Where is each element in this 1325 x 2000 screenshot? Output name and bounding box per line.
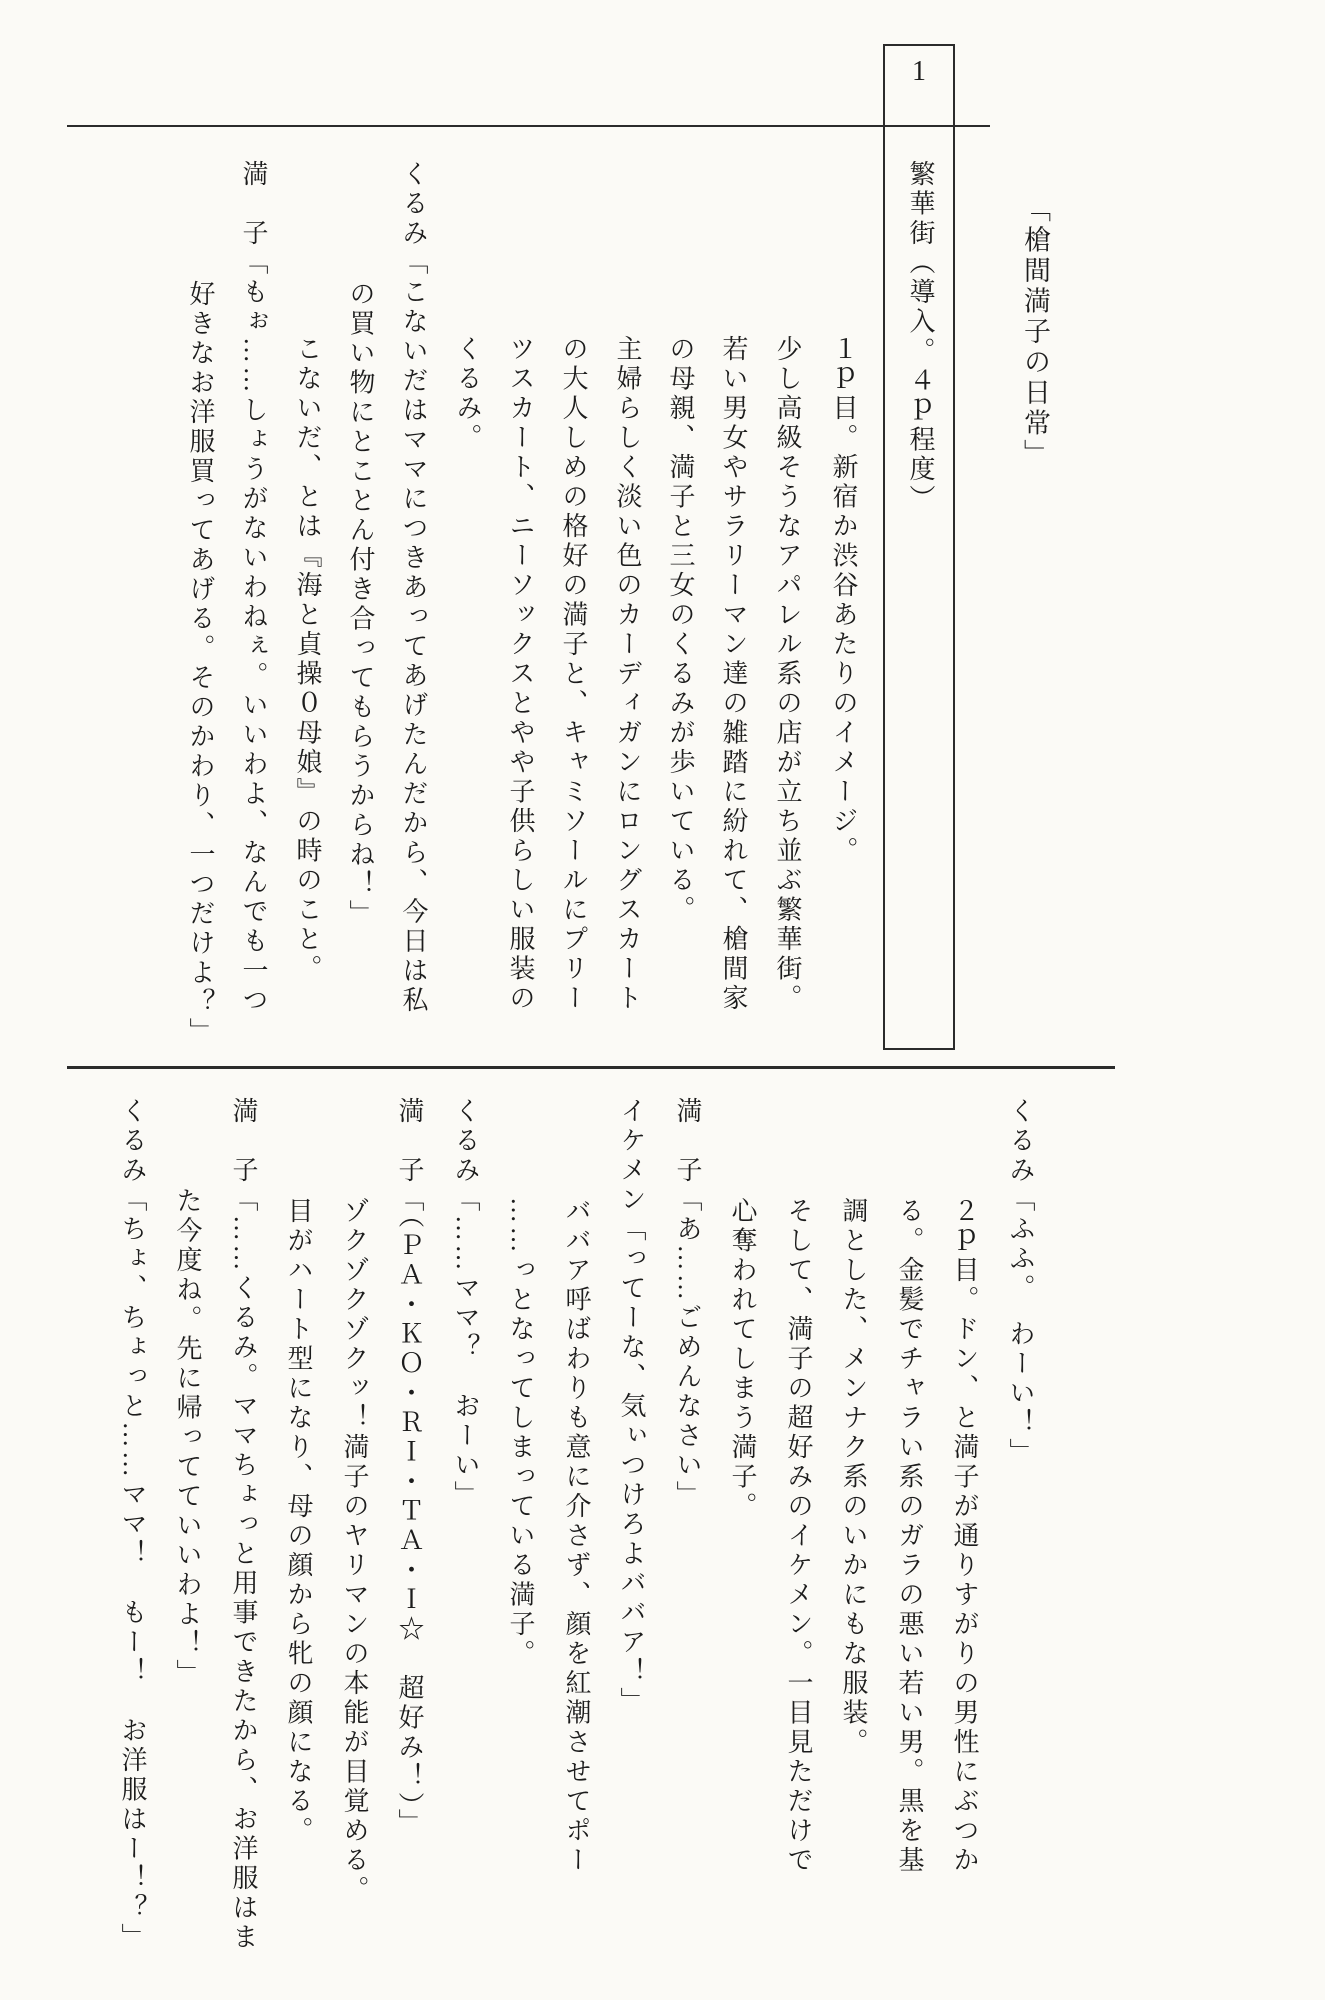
narration-line: 主婦らしく淡い色のカーディガンにロングスカート (613, 335, 642, 1014)
page-number: 1 (912, 56, 926, 87)
top-rule (67, 125, 990, 127)
narration-line: の母親、満子と三女のくるみが歩いている。 (666, 335, 695, 925)
narration-line: １ｐ目。新宿か渋谷あたりのイメージ。 (829, 335, 858, 866)
narration-line: ツスカート、ニーソックスとやや子供らしい服装の (506, 335, 535, 1014)
dialogue-line: くるみ「ちょ、ちょっと……ママ！ もー！ お洋服はー！？」 (118, 1097, 147, 1953)
narration-line: そして、満子の超好みのイケメン。一目見ただけで (784, 1197, 813, 1876)
dialogue-continuation-line: た今度ね。先に帰ってていいわよ！」 (173, 1187, 202, 1689)
narration-line: の大人しめの格好の満子と、キャミソールにプリー (559, 335, 588, 1014)
dialogue-line: 満 子「あ……ごめんなさい」 (673, 1097, 702, 1510)
scene-heading: 繁華街（導入。４ｐ程度） (906, 160, 935, 514)
narration-line: ２ｐ目。ドン、と満子が通りすがりの男性にぶつか (950, 1197, 979, 1876)
dialogue-line: 満 子「……くるみ。ママちょっと用事できたから、お洋服はま (229, 1097, 258, 1953)
narration-line: 少し高級そうなアパレル系の店が立ち並ぶ繁華街。 (773, 335, 802, 1014)
dialogue-line: くるみ「ふふ。 わーい！」 (1006, 1097, 1035, 1468)
narration-line: 若い男女やサラリーマン達の雑踏に紛れて、槍間家 (719, 335, 748, 1014)
narration-line: 調とした、メンナク系のいかにもな服装。 (839, 1197, 868, 1758)
narration-line: 心奪われてしまう満子。 (728, 1197, 757, 1522)
dialogue-line: 満 子「もぉ……しょうがないわねぇ。いいわよ、なんでも一つ (239, 160, 268, 1016)
script-title: 「槍間満子の日常」 (1020, 195, 1050, 470)
dialogue-continuation-line: 好きなお洋服買ってあげる。そのかわり、一つだけよ？」 (186, 280, 215, 1047)
section-divider (67, 1066, 1115, 1069)
dialogue-line: 満 子「（ＰＡ・ＫＯ・ＲＩ・ＴＡ・Ｉ☆ 超好み！）」 (395, 1097, 424, 1838)
narration-line: くるみ。 (453, 335, 482, 453)
dialogue-line: くるみ「こないだはママにつきあってあげたんだから、今日は私 (399, 160, 428, 1016)
narration-line: ババア呼ばわりも意に介さず、顔を紅潮させてポー (562, 1197, 591, 1876)
narration-line: ……っとなってしまっている満子。 (506, 1197, 535, 1669)
narration-line: ゾクゾクゾクッ！満子のヤリマンの本能が目覚める。 (340, 1197, 369, 1905)
dialogue-line: イケメン「ってーな、気ぃつけろよババア！」 (617, 1097, 646, 1717)
narration-line: 目がハート型になり、母の顔から牝の顔になる。 (284, 1197, 313, 1846)
narration-line: る。金髪でチャラい系のガラの悪い若い男。黒を基 (895, 1197, 924, 1876)
narration-line: こないだ、とは『海と貞操０母娘』の時のこと。 (293, 335, 322, 984)
dialogue-line: くるみ「……ママ？ おーい」 (451, 1097, 480, 1510)
dialogue-continuation-line: の買い物にとことん付き合ってもらうからね！」 (346, 280, 375, 929)
